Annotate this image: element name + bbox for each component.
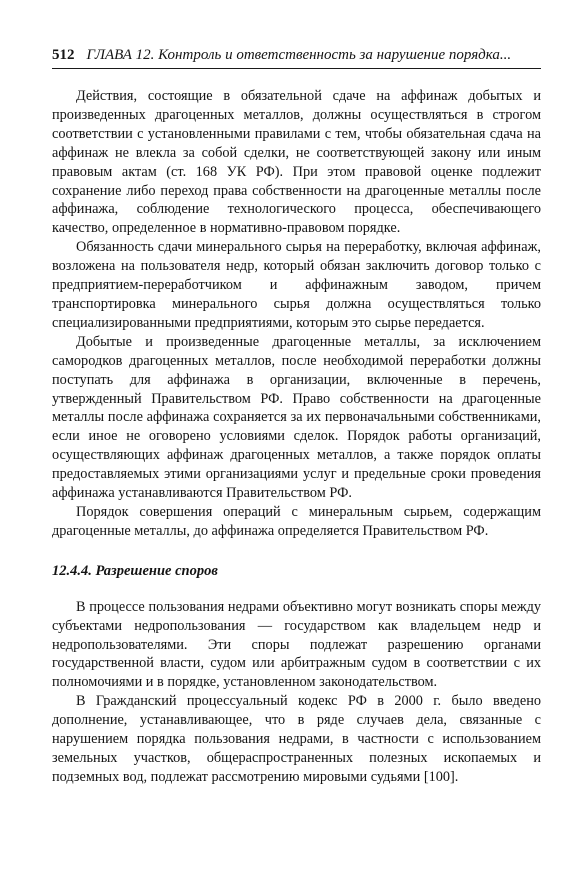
paragraph-operations-order: Порядок совершения операций с минеральным сырьем, содержащим драгоценные металлы, до аффинажа определяется Правительством РФ. — [52, 503, 541, 539]
paragraph-refining-transactions: Действия, состоящие в обязательной сдаче на аффинаж добытых и произведенных драгоценных металлов, должны осуществляться в строгом соответствии с установленными правилами с тем, чтобы обязательная сдача на аффинаж не влекла за собой сделки, не соответствующей закону или иным правовым актам (ст. 168 УК РФ). При этом правовой оценке подлежит сохранение либо переход права собственности на драгоценные металлы после аффинажа, соблюдение технологического процесса, обеспечивающего качество, определенное в нормативно-правовом порядке. — [52, 88, 541, 237]
section-heading: 12.4.4. Разрешение споров — [52, 562, 218, 579]
paragraph-refining-organizations: Добытые и произведенные драгоценные металлы, за исключением самородков драгоценных металлов, после необходимой переработки должны поступать для аффинажа в организации, включенные в перечень, утвержденный Правительством РФ. Право собственности на драгоценные металлы после аффинажа сохраняется за их первоначальными собственниками, если иное не оговорено условиями сделок. Порядок работы организаций, осуществляющих аффинаж драгоценных металлов, а также порядок оплаты предоставляемых этими организациями услуг и предельные сроки проведения аффинажа устанавливаются Правительством РФ. — [52, 333, 541, 502]
paragraph-disputes: В процессе пользования недрами объективно могут возникать споры между субъектами недропользования — государством как владельцем недр и недропользователями. Эти споры подлежат разрешению органами государственной власти, судом или арбитражным судом в соответствии с их полномочиями и в порядке, установленном законодательством. — [52, 598, 541, 691]
paragraph-civil-procedure-code: В Гражданский процессуальный кодекс РФ в 2000 г. было введено дополнение, устанавливающее, что в ряде случаев дела, связанные с нарушением порядка пользования недрами, в частности с использованием земельных участков, общераспространенных полезных ископаемых и подземных вод, подлежат рассмотрению мировыми судьями [100]. — [52, 693, 541, 785]
paragraph-raw-material-processing: Обязанность сдачи минерального сырья на переработку, включая аффинаж, возложена на пользователя недр, который обязан заключить договор только с предприятием-переработчиком и аффинажным заводом, причем транспортировка минерального сырья должна осуществляться только специализированными предприятиями, которым это сырье передается. — [52, 239, 541, 331]
body-text — [52, 87, 541, 787]
page-number: 512 — [52, 47, 75, 63]
header-rule — [52, 68, 541, 69]
chapter-title: ГЛАВА 12. Контроль и ответственность за нарушение порядка... — [86, 47, 512, 63]
running-head — [52, 46, 542, 64]
